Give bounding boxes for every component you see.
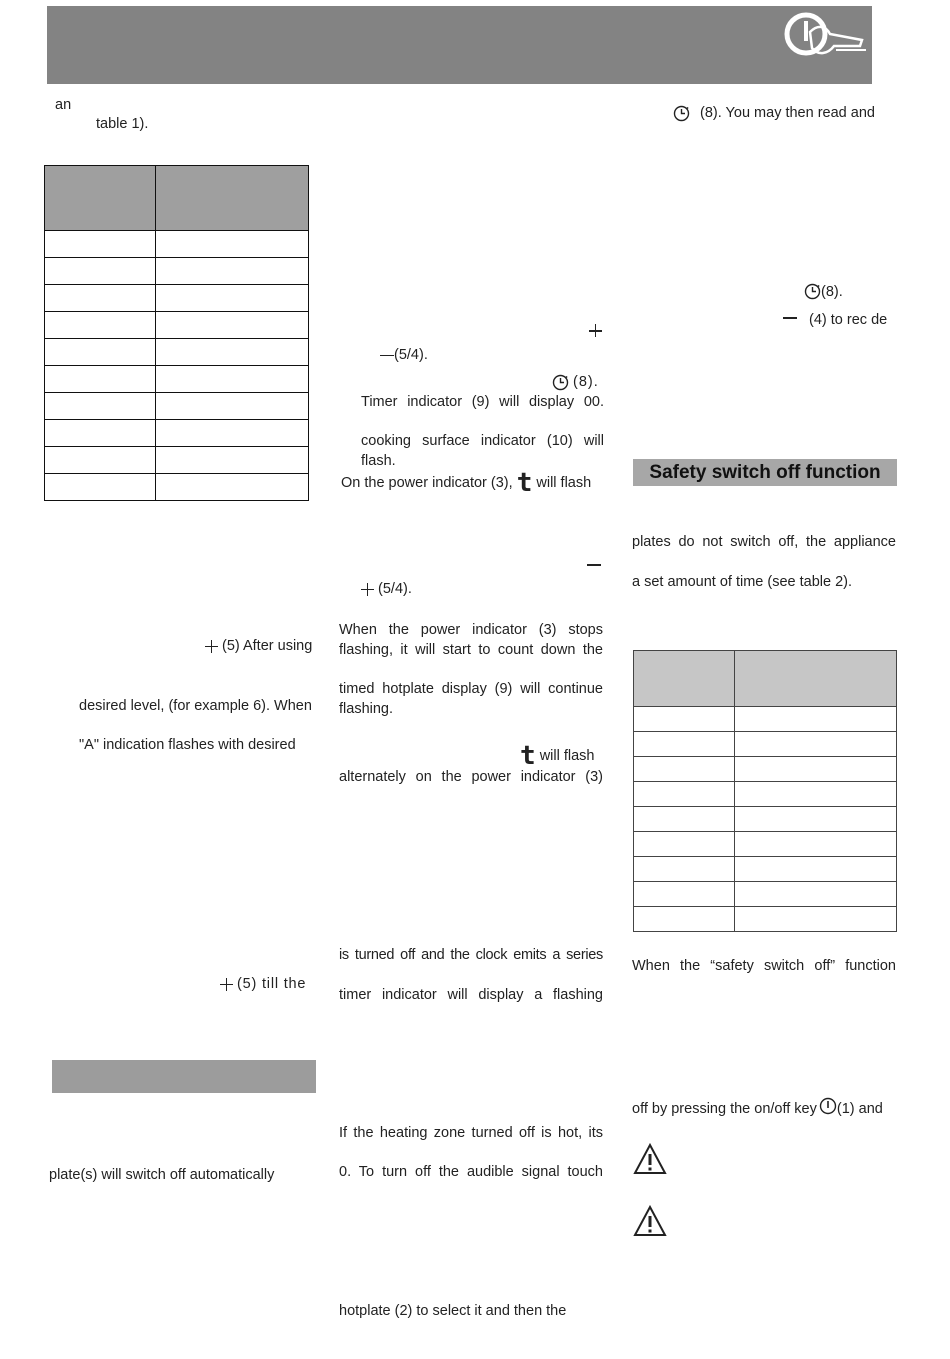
- table-cell: [45, 474, 156, 501]
- table-cell: [634, 832, 735, 857]
- table-cell: [734, 757, 896, 782]
- left-line-an: an: [55, 97, 72, 113]
- section-heading-bar: [52, 1060, 316, 1093]
- plus-icon: [205, 640, 218, 653]
- t-symbol-icon: t: [520, 741, 536, 771]
- right-line-when-safety: When the “safety switch off” function: [632, 958, 896, 974]
- table-row: [634, 907, 897, 932]
- table-cell: [45, 420, 156, 447]
- table-cell: [45, 231, 156, 258]
- middle-line-cooking-surface: cooking surface indicator (10) will: [361, 433, 604, 449]
- table-cell: [155, 166, 308, 231]
- table-row: [45, 285, 309, 312]
- table-header-row: [634, 651, 897, 707]
- right-line-clock-8: (8).: [804, 283, 843, 301]
- middle-line-power-t: On the power indicator (3), t will flash: [341, 468, 592, 498]
- table-row: [45, 312, 309, 339]
- table-cell: [45, 339, 156, 366]
- power-key-icon: [819, 1097, 837, 1115]
- table-cell: [155, 231, 308, 258]
- middle-line-count-down: flashing, it will start to count down the: [339, 642, 603, 658]
- plus-icon: [589, 324, 602, 337]
- table-cell: [734, 732, 896, 757]
- table-cell: [634, 907, 735, 932]
- table-row: [634, 882, 897, 907]
- timer-clock-icon: [552, 374, 569, 391]
- left-line-desired-level: desired level, (for example 6). When: [79, 698, 312, 714]
- middle-line-minus-5-4: (5/4).: [380, 346, 428, 364]
- left-line-a-indication: "A" indication flashes with desired: [79, 737, 296, 753]
- table-cell: [155, 312, 308, 339]
- right-line-minus-rec: (4) to rec de: [783, 311, 887, 329]
- table-cell: [634, 707, 735, 732]
- middle-line-clock-8: (8).: [552, 373, 599, 391]
- middle-line-stops: When the power indicator (3) stops: [339, 622, 603, 638]
- t-symbol-icon: t: [516, 468, 533, 498]
- middle-line-timed-hotplate: timed hotplate display (9) will continue: [339, 681, 603, 697]
- table-cell: [155, 393, 308, 420]
- table-row: [45, 474, 309, 501]
- table-cell: [634, 807, 735, 832]
- middle-line-t-flash: t will flash: [520, 741, 595, 771]
- table-row: [634, 732, 897, 757]
- table-row: [634, 857, 897, 882]
- table-row: [45, 339, 309, 366]
- left-line-table1: table 1).: [96, 116, 149, 132]
- table-cell: [734, 882, 896, 907]
- table-cell: [45, 393, 156, 420]
- table-cell: [734, 907, 896, 932]
- table-2: [633, 650, 897, 932]
- table-row: [634, 782, 897, 807]
- table-cell: [634, 757, 735, 782]
- table-cell: [155, 258, 308, 285]
- middle-line-plus-5-4: (5/4).: [361, 580, 412, 598]
- table-cell: [634, 882, 735, 907]
- table-cell: [155, 474, 308, 501]
- table-row: [45, 393, 309, 420]
- table-cell: [634, 732, 735, 757]
- table-cell: [734, 651, 896, 707]
- table-cell: [45, 258, 156, 285]
- table-row: [634, 707, 897, 732]
- table-cell: [734, 807, 896, 832]
- middle-line-flash: flash.: [361, 453, 396, 469]
- table-cell: [155, 339, 308, 366]
- minus-icon: [783, 311, 797, 324]
- table-cell: [45, 366, 156, 393]
- table-row: [45, 231, 309, 258]
- power-touch-logo-icon: [762, 6, 872, 84]
- page-header-bar: [47, 6, 872, 84]
- table-cell: [155, 447, 308, 474]
- plus-icon: [220, 978, 233, 991]
- table-1: [44, 165, 309, 501]
- table-cell: [45, 166, 156, 231]
- table-cell: [45, 447, 156, 474]
- plus-icon: [361, 583, 374, 596]
- table-row: [634, 757, 897, 782]
- minus-icon: [380, 349, 394, 362]
- table-cell: [45, 285, 156, 312]
- table-cell: [155, 366, 308, 393]
- right-line-read-and: (8). You may then read and: [673, 104, 875, 122]
- minus-icon: [587, 558, 601, 571]
- safety-switch-off-heading: Safety switch off function: [633, 459, 897, 486]
- table-cell: [155, 285, 308, 312]
- table-cell: [634, 782, 735, 807]
- middle-line-turned-off: is turned off and the clock emits a series: [339, 947, 603, 963]
- right-line-set-amount: a set amount of time (see table 2).: [632, 574, 853, 590]
- middle-line-zero-touch: 0. To turn off the audible signal touch: [339, 1164, 603, 1180]
- timer-clock-icon: [804, 283, 821, 300]
- warning-icon: [633, 1143, 667, 1175]
- table-cell: [634, 857, 735, 882]
- table-cell: [734, 857, 896, 882]
- table-cell: [155, 420, 308, 447]
- table-cell: [734, 832, 896, 857]
- right-line-plates-not: plates do not switch off, the appliance: [632, 534, 896, 550]
- table-cell: [634, 651, 735, 707]
- middle-line-flashing: flashing.: [339, 701, 394, 717]
- middle-line-alternately: alternately on the power indicator (3): [339, 769, 603, 785]
- warning-icon: [633, 1205, 667, 1237]
- table-cell: [734, 782, 896, 807]
- table-row: [634, 807, 897, 832]
- middle-line-timer-00: Timer indicator (9) will display 00.: [361, 394, 604, 410]
- table-row: [634, 832, 897, 857]
- timer-clock-icon: [673, 105, 690, 122]
- left-line-plus-after-using: (5) After using: [205, 637, 312, 655]
- middle-line-hotplate-select: hotplate (2) to select it and then the: [339, 1303, 567, 1319]
- table-header-row: [45, 166, 309, 231]
- table-row: [45, 420, 309, 447]
- middle-line-heating-hot: If the heating zone turned off is hot, its: [339, 1125, 603, 1141]
- middle-line-timer-flashing: timer indicator will display a flashing: [339, 987, 603, 1003]
- table-row: [45, 447, 309, 474]
- left-line-till-the: (5) till the: [220, 975, 306, 993]
- table-row: [45, 366, 309, 393]
- right-line-off-by-pressing: off by pressing the on/off key (1) and: [632, 1097, 883, 1118]
- left-line-plate-off: plate(s) will switch off automatically: [49, 1167, 275, 1183]
- table-cell: [45, 312, 156, 339]
- table-cell: [734, 707, 896, 732]
- table-row: [45, 258, 309, 285]
